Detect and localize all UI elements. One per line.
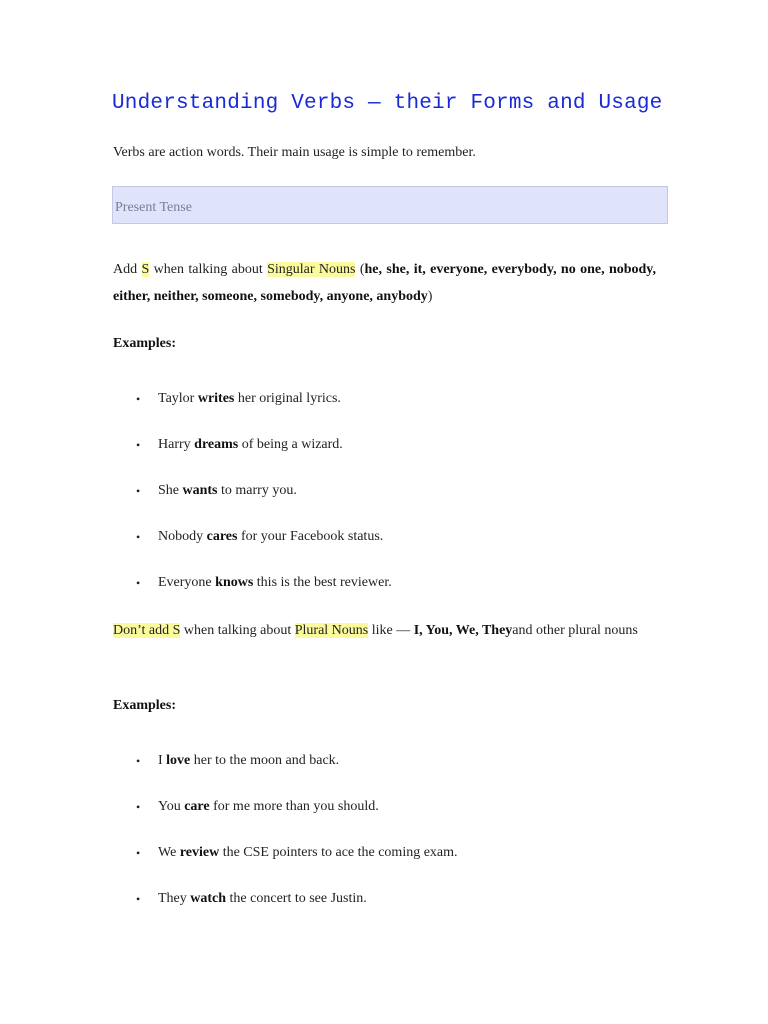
rule-when-text: when talking about [153,262,263,277]
example-verb: cares [206,529,238,544]
highlight-singular-nouns: Singular Nouns [267,262,356,277]
page-title: Understanding Verbs — their Forms and Usage [112,92,663,115]
example-rest: this is the best reviewer. [256,575,392,590]
example-subject: They [158,891,187,906]
example-subject: I [158,753,163,768]
bullet-icon: • [136,892,141,906]
example-rest: the CSE pointers to ace the coming exam. [222,845,458,860]
examples-label-singular: Examples: [113,336,176,351]
example-verb: watch [190,891,227,906]
example-verb: care [184,799,210,814]
example-rest: for your Facebook status. [240,529,384,544]
intro-text: Verbs are action words. Their main usage is simple to remember. [113,145,476,160]
bullet-icon: • [136,800,141,814]
singular-rule [113,256,656,310]
example-rest: her original lyrics. [237,391,341,406]
section-heading-present-tense [112,186,668,224]
close-paren: ) [427,289,433,304]
list-item [113,843,458,889]
rule-when-text: when talking about [183,623,292,638]
bullet-icon: • [136,484,141,498]
bullet-icon: • [136,392,141,406]
bullet-icon: • [136,754,141,768]
rule-add-word: Add [113,262,138,277]
example-subject: We [158,845,177,860]
highlight-dont-add-s: Don’t add S [113,623,181,638]
example-subject: She [158,483,179,498]
example-verb: writes [197,391,235,406]
example-verb: knows [215,575,254,590]
highlight-plural-nouns: Plural Nouns [294,623,369,638]
bullet-icon: • [136,438,141,452]
example-subject: Everyone [158,575,212,590]
list-item [113,481,392,527]
example-subject: Taylor [158,391,195,406]
rule-rest-text: and other plural nouns [512,623,638,638]
list-item [113,797,458,843]
example-rest: of being a wizard. [241,437,343,452]
bullet-icon: • [136,576,141,590]
example-rest: for me more than you should. [213,799,379,814]
section-heading-label: Present Tense [115,200,192,215]
singular-pronouns-list: he, she, it, everyone, everybody, no one, nobody, either, neither, someone, somebody, anyone, anybody [113,262,657,304]
plural-examples-list [113,751,458,935]
example-verb: dreams [194,437,239,452]
example-verb: review [179,845,220,860]
example-subject: Nobody [158,529,204,544]
example-rest: to marry you. [221,483,297,498]
plural-rule [113,617,661,645]
bullet-icon: • [136,530,141,544]
list-item [113,889,458,935]
list-item [113,751,458,797]
example-verb: love [166,753,191,768]
highlight-s: S [141,262,150,277]
bullet-icon: • [136,846,141,860]
list-item [113,435,392,481]
example-subject: Harry [158,437,191,452]
example-subject: You [158,799,181,814]
rule-like-text: like — [371,623,411,638]
singular-examples-list [113,389,392,619]
examples-label-plural: Examples: [113,698,176,713]
example-rest: her to the moon and back. [193,753,340,768]
list-item [113,527,392,573]
plural-pronouns-list: I, You, We, They [413,623,513,638]
list-item [113,573,392,619]
list-item [113,389,392,435]
example-rest: the concert to see Justin. [229,891,367,906]
open-paren: ( [359,262,365,277]
example-verb: wants [182,483,218,498]
